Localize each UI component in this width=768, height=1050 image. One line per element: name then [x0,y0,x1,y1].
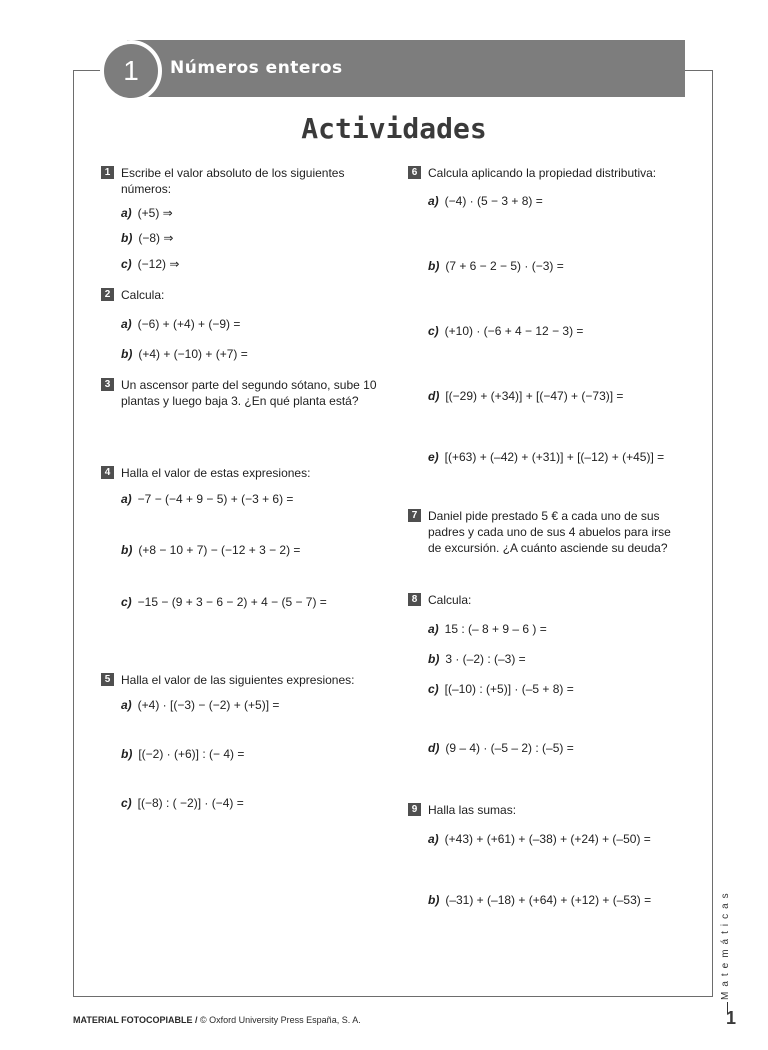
item-label: b) [428,652,440,666]
item-label: a) [121,317,132,331]
item-label: c) [121,796,132,810]
question-8 [411,592,686,608]
question-number: 7 [408,509,421,522]
question-text: Un ascensor parte del segundo sótano, sube 10 plantas y luego baja 3. ¿En qué planta está? [121,378,377,408]
question-3 [104,377,379,409]
item-expression: (–31) + (–18) + (+64) + (+12) + (–53) = [445,893,652,907]
question-6 [411,165,688,181]
exercise-item [428,741,574,755]
question-number: 1 [101,166,114,179]
item-expression: (−6) + (+4) + (−9) = [137,317,241,331]
item-expression: (7 + 6 − 2 − 5) · (−3) = [445,259,564,273]
exercise-item [121,317,240,331]
exercise-item [121,595,327,609]
exercise-item [428,324,583,338]
unit-title: Números enteros [170,58,343,78]
item-expression: [(−2) · (+6)] : (− 4) = [138,747,245,761]
item-expression: [(–10) : (+5)] · (–5 + 8) = [444,682,574,696]
item-label: c) [121,257,132,271]
question-2 [104,287,376,303]
exercise-item [428,259,564,273]
question-number: 5 [101,673,114,686]
item-expression: (−8) ⇒ [138,231,174,245]
question-text: Calcula: [121,288,165,302]
page-number: 1 [726,1008,737,1028]
question-number: 6 [408,166,421,179]
exercise-item [121,206,173,220]
item-label: d) [428,389,440,403]
item-label: e) [428,450,439,464]
item-expression: (+4) · [(−3) − (−2) + (+5)] = [137,698,280,712]
exercise-item [121,231,173,245]
question-text: Escribe el valor absoluto de los siguientes números: [121,166,345,196]
item-expression: 3 · (–2) : (–3) = [445,652,526,666]
question-text: Daniel pide prestado 5 € a cada uno de sus padres y cada uno de sus 4 abuelos para irse de excursión. ¿A cuánto asciende su deuda? [428,509,671,555]
item-expression: (−12) ⇒ [137,257,180,271]
item-label: a) [121,206,132,220]
question-number: 3 [101,378,114,391]
exercise-item [121,543,300,557]
footer-copyright: © Oxford University Press España, S. A. [197,1015,361,1025]
exercise-item [121,347,248,361]
item-expression: (+8 − 10 + 7) − (−12 + 3 − 2) = [138,543,301,557]
item-label: b) [121,747,133,761]
item-expression: [(+63) + (–42) + (+31)] + [(–12) + (+45)] = [444,450,665,464]
item-label: c) [121,595,132,609]
question-9 [411,802,686,818]
item-label: a) [121,698,132,712]
exercise-item [428,194,543,208]
exercise-item [428,832,651,846]
item-expression: (+10) · (−6 + 4 − 12 − 3) = [444,324,584,338]
page-title: Actividades [301,112,487,145]
item-expression: (−4) · (5 − 3 + 8) = [444,194,543,208]
exercise-item [121,796,244,810]
exercise-item [428,450,664,464]
item-expression: 15 : (– 8 + 9 – 6 ) = [444,622,547,636]
question-text: Calcula aplicando la propiedad distributiva: [428,166,657,180]
exercise-item [121,492,293,506]
item-expression: (+5) ⇒ [137,206,173,220]
item-label: b) [428,259,440,273]
exercise-item [428,682,574,696]
item-label: a) [121,492,132,506]
question-text: Calcula: [428,593,472,607]
subject-side-label: Matemáticas [720,888,731,1000]
question-1 [104,165,376,197]
item-label: a) [428,194,439,208]
item-expression: −15 − (9 + 3 − 6 − 2) + 4 − (5 − 7) = [137,595,327,609]
question-text: Halla el valor de estas expresiones: [121,466,311,480]
item-label: b) [121,347,133,361]
item-label: d) [428,741,440,755]
item-expression: [(−8) : ( −2)] · (−4) = [137,796,244,810]
exercise-item [428,652,526,666]
item-expression: [(−29) + (+34)] + [(−47) + (−73)] = [445,389,624,403]
question-number: 4 [101,466,114,479]
item-expression: (+4) + (−10) + (+7) = [138,347,248,361]
footer-credit [73,1015,361,1025]
item-label: b) [428,893,440,907]
question-7 [411,508,686,556]
exercise-item [428,622,547,636]
item-label: a) [428,832,439,846]
question-number: 2 [101,288,114,301]
item-label: b) [121,231,133,245]
footer-bold: MATERIAL FOTOCOPIABLE / [73,1015,198,1025]
item-label: c) [428,324,439,338]
exercise-item [121,257,179,271]
item-label: a) [428,622,439,636]
exercise-item [428,893,651,907]
item-expression: (+43) + (+61) + (–38) + (+24) + (–50) = [444,832,651,846]
unit-number-badge: 1 [100,40,162,102]
question-5 [104,672,379,688]
exercise-item [428,389,623,403]
question-text: Halla el valor de las siguientes expresiones: [121,673,355,687]
question-text: Halla las sumas: [428,803,517,817]
exercise-item [121,747,244,761]
question-4 [104,465,376,481]
question-number: 9 [408,803,421,816]
item-label: c) [428,682,439,696]
exercise-item [121,698,279,712]
item-label: b) [121,543,133,557]
question-number: 8 [408,593,421,606]
item-expression: −7 − (−4 + 9 − 5) + (−3 + 6) = [137,492,294,506]
item-expression: (9 – 4) · (–5 – 2) : (–5) = [445,741,574,755]
